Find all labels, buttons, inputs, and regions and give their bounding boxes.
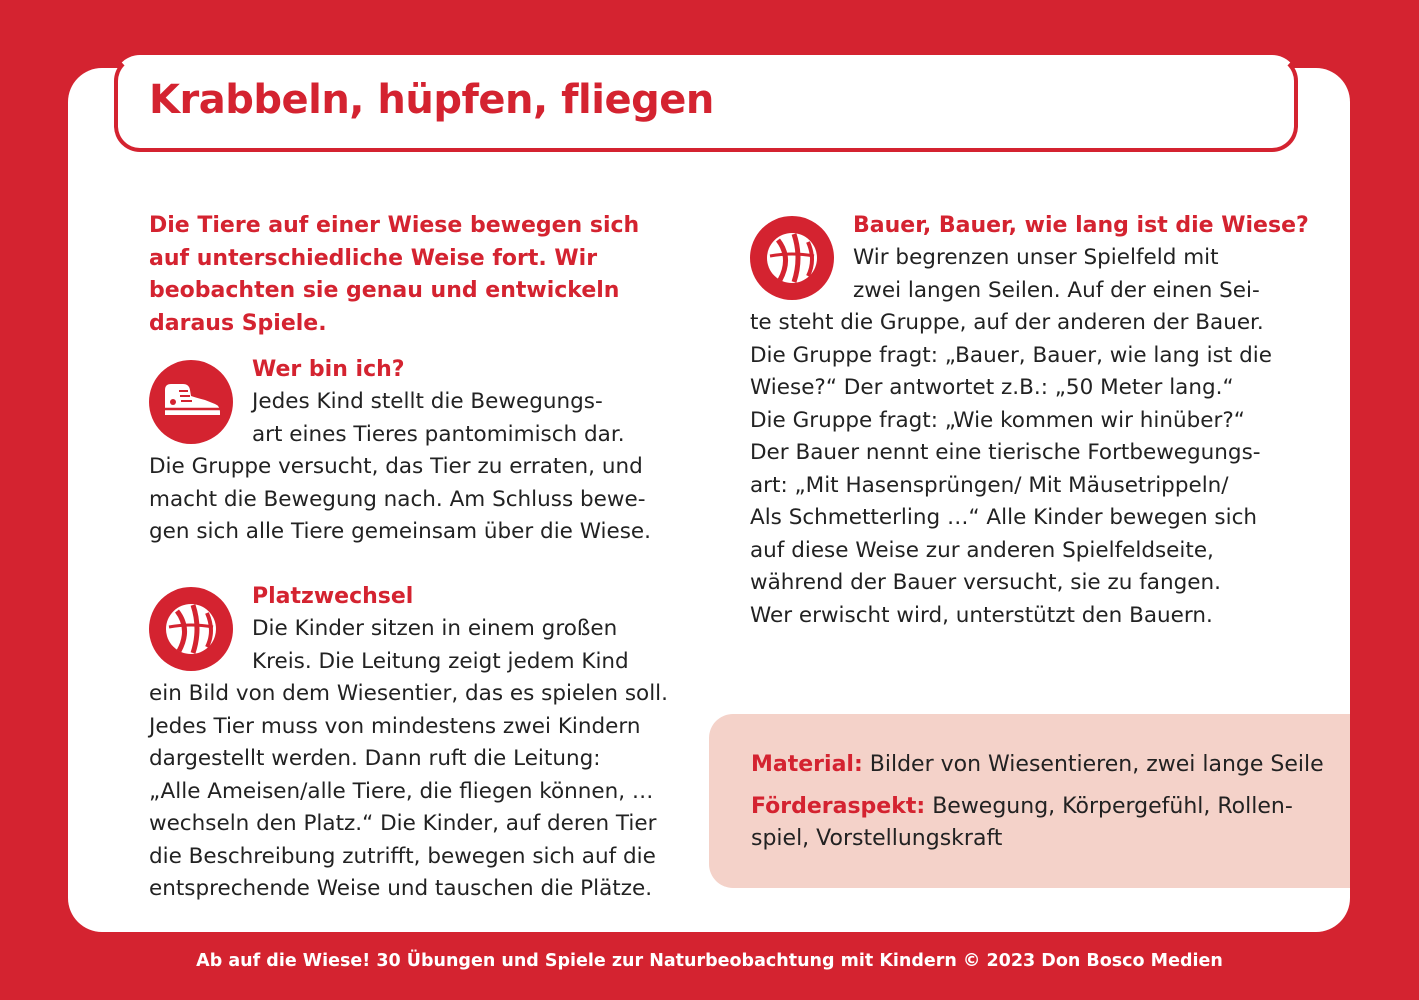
foerderaspekt-text: Bewegung, Körpergefühl, Rollen-	[932, 794, 1293, 819]
text-line: art eines Tieres pantomimisch dar.	[252, 421, 625, 447]
text-line: wechseln den Platz.“ Die Kinder, auf deren Tier	[149, 811, 657, 836]
game-title-wer-bin-ich: Wer bin ich?	[252, 357, 405, 382]
foerderaspekt-line	[751, 791, 1293, 823]
text-line: Der Bauer nennt eine tierische Fortbewegungs-	[750, 440, 1261, 465]
text-line: Wir begrenzen unser Spielfeld mit	[853, 245, 1219, 270]
game-text-bauer	[853, 242, 1260, 307]
material-text: Bilder von Wiesentieren, zwei lange Seile	[869, 752, 1324, 777]
text-line: Jedes Kind stellt die Bewegungs-	[252, 389, 603, 414]
text-line: entsprechende Weise und tauschen die Plätze.	[149, 876, 653, 901]
text-line: Wer erwischt wird, unterstützt den Bauern.	[750, 602, 1213, 628]
text-line: gen sich alle Tiere gemeinsam über die Wiese.	[149, 519, 651, 544]
page-title: Krabbeln, hüpfen, fliegen	[149, 77, 714, 123]
text-line: Als Schmetterling …“ Alle Kinder bewegen sich	[750, 505, 1258, 530]
material-line	[751, 749, 1324, 781]
material-label: Material:	[751, 752, 863, 777]
text-line: während der Bauer versucht, sie zu fangen.	[750, 570, 1221, 595]
text-line: Kreis. Die Leitung zeigt jedem Kind	[252, 648, 629, 674]
text-line: auf diese Weise zur anderen Spielfeldseite,	[750, 537, 1214, 563]
game-text-platzwechsel-cont	[149, 678, 668, 906]
foerderaspekt-label: Förderaspekt:	[751, 794, 926, 819]
text-line: dargestellt werden. Dann ruft die Leitung:	[149, 746, 601, 771]
game-text-wer-bin-ich-cont	[149, 451, 651, 549]
game-title-platzwechsel: Platzwechsel	[252, 584, 414, 609]
shoe-icon	[149, 360, 233, 444]
foerderaspekt-line-2: spiel, Vorstellungskraft	[751, 826, 1003, 851]
text-line: Jedes Tier muss von mindestens zwei Kindern	[149, 713, 641, 739]
text-line: „Alle Ameisen/alle Tiere, die fliegen können, …	[149, 778, 654, 804]
text-line: die Beschreibung zutrifft, bewegen sich auf die	[149, 843, 656, 869]
text-line: macht die Bewegung nach. Am Schluss bewe-	[149, 486, 646, 512]
text-line: Wiese?“ Der antwortet z.B.: „50 Meter lang.“	[750, 375, 1234, 400]
game-text-wer-bin-ich	[252, 386, 625, 451]
text-line: Die Kinder sitzen in einem großen	[252, 616, 618, 641]
text-line: ein Bild von dem Wiesentier, das es spielen soll.	[149, 681, 668, 706]
text-line: zwei langen Seilen. Auf der einen Sei-	[853, 277, 1260, 303]
text-line: art: „Mit Hasensprüngen/ Mit Mäusetrippeln/	[750, 472, 1229, 498]
footer-copyright: Ab auf die Wiese! 30 Übungen und Spiele zur Naturbeobachtung mit Kindern © 2023 Don Bosco Medien	[196, 951, 1223, 971]
ball-icon	[750, 216, 834, 300]
game-text-bauer-cont	[750, 307, 1272, 632]
text-line: Die Gruppe fragt: „Wie kommen wir hinüber?“	[750, 407, 1245, 433]
text-line: te steht die Gruppe, auf der anderen der Bauer.	[750, 310, 1264, 335]
game-title-bauer: Bauer, Bauer, wie lang ist die Wiese?	[853, 213, 1309, 238]
ball-icon	[149, 587, 233, 671]
text-line: Die Gruppe fragt: „Bauer, Bauer, wie lang ist die	[750, 342, 1272, 368]
game-text-platzwechsel	[252, 613, 629, 678]
intro-text: Die Tiere auf einer Wiese bewegen sich auf unterschiedliche Weise fort. Wir beobachten sie genau und entwickeln daraus Spiele.	[149, 213, 640, 336]
text-line: Die Gruppe versucht, das Tier zu erraten, und	[149, 454, 643, 479]
